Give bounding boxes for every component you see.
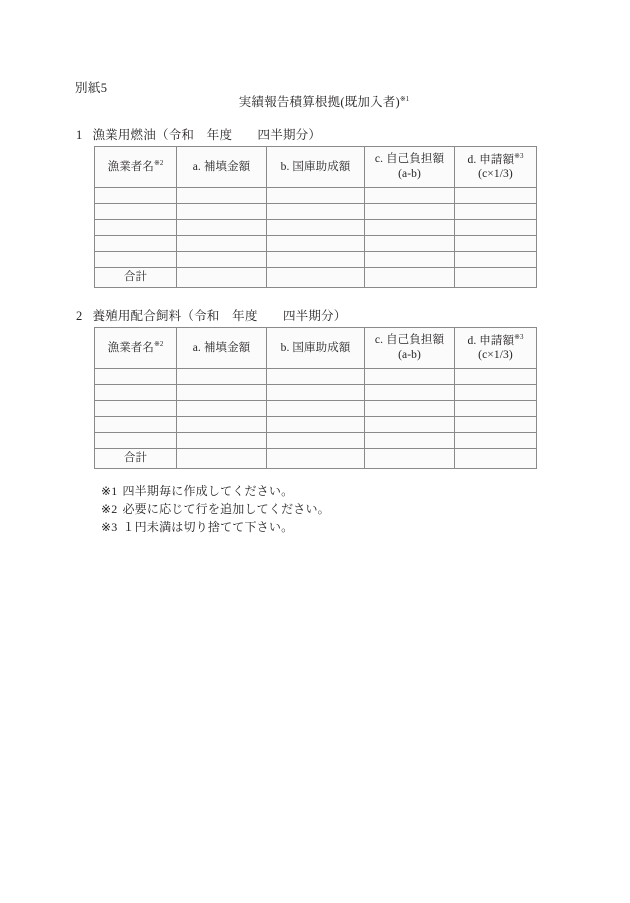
column-header-national-subsidy: b. 国庫助成額 [267,147,365,188]
column-header-fisher-name-text: 漁業者名 [107,161,155,174]
cell-compensation[interactable] [177,204,267,220]
cell-national-subsidy[interactable] [267,236,365,252]
cell-self-burden[interactable] [365,369,455,385]
table-row[interactable] [95,401,537,417]
cell-compensation[interactable] [177,433,267,449]
footnote-2 [101,500,330,518]
cell-self-burden[interactable] [365,417,455,433]
cell-national-subsidy[interactable] [267,220,365,236]
cell-compensation[interactable] [177,220,267,236]
table-row[interactable] [95,252,537,268]
cell-claim-amount[interactable] [455,188,537,204]
cell-claim-amount[interactable] [455,252,537,268]
column-header-claim-amount-mark: ※3 [514,332,524,341]
cell-compensation[interactable] [177,417,267,433]
table-header-row [95,147,537,188]
cell-fisher-name[interactable] [95,220,177,236]
table-row[interactable] [95,369,537,385]
attachment-label: 別紙5 [75,81,108,95]
page-title-text: 実績報告積算根拠(既加入者) [238,95,400,109]
cell-claim-amount[interactable] [455,433,537,449]
cell-fisher-name[interactable] [95,433,177,449]
total-label: 合計 [95,449,177,469]
cell-self-burden[interactable] [365,236,455,252]
total-cell-compensation[interactable] [177,268,267,288]
section-fuel [0,127,630,288]
cell-national-subsidy[interactable] [267,188,365,204]
total-cell-claim-amount[interactable] [455,268,537,288]
cell-fisher-name[interactable] [95,385,177,401]
cell-compensation[interactable] [177,188,267,204]
footnote-3-mark: ※3 [101,520,118,535]
section-2-number: 2 [76,309,83,323]
cell-fisher-name[interactable] [95,369,177,385]
cell-national-subsidy[interactable] [267,417,365,433]
page-title [0,92,630,110]
cell-self-burden[interactable] [365,204,455,220]
cell-fisher-name[interactable] [95,401,177,417]
table-row[interactable] [95,433,537,449]
table-total-row [95,449,537,469]
column-header-fisher-name [95,328,177,369]
column-header-claim-amount-line2: (c×1/3) [478,168,513,181]
cell-compensation[interactable] [177,369,267,385]
column-header-claim-amount [455,328,537,369]
total-cell-compensation[interactable] [177,449,267,469]
column-header-compensation: a. 補填金額 [177,328,267,369]
calc-table-feed [94,327,537,469]
cell-self-burden[interactable] [365,220,455,236]
section-1-number: 1 [76,128,83,142]
cell-self-burden[interactable] [365,401,455,417]
cell-national-subsidy[interactable] [267,385,365,401]
cell-fisher-name[interactable] [95,236,177,252]
total-cell-self-burden[interactable] [365,449,455,469]
cell-self-burden[interactable] [365,188,455,204]
column-header-fisher-name-text: 漁業者名 [107,342,155,355]
calc-table-fuel [94,146,537,288]
table-row[interactable] [95,188,537,204]
cell-compensation[interactable] [177,385,267,401]
cell-claim-amount[interactable] [455,401,537,417]
column-header-self-burden-line1: c. 自己負担額 [374,334,445,347]
column-header-claim-amount-line1: d. 申請額 [467,334,515,347]
total-label: 合計 [95,268,177,288]
total-cell-claim-amount[interactable] [455,449,537,469]
cell-fisher-name[interactable] [95,188,177,204]
footnote-3-text: １円未満は切り捨てて下さい。 [122,520,294,535]
column-header-claim-amount-line1: d. 申請額 [467,153,515,166]
column-header-claim-amount [455,147,537,188]
cell-claim-amount[interactable] [455,236,537,252]
column-header-national-subsidy: b. 国庫助成額 [267,328,365,369]
column-header-compensation: a. 補填金額 [177,147,267,188]
cell-claim-amount[interactable] [455,369,537,385]
cell-claim-amount[interactable] [455,385,537,401]
total-cell-self-burden[interactable] [365,268,455,288]
cell-compensation[interactable] [177,252,267,268]
column-header-self-burden [365,328,455,369]
column-header-self-burden [365,147,455,188]
cell-national-subsidy[interactable] [267,369,365,385]
cell-fisher-name[interactable] [95,204,177,220]
cell-claim-amount[interactable] [455,220,537,236]
footnote-1-mark: ※1 [101,484,118,498]
section-2-heading [0,308,630,327]
table-row[interactable] [95,204,537,220]
table-row[interactable] [95,417,537,433]
column-header-fisher-name-mark: ※2 [154,340,164,349]
table-row[interactable] [95,220,537,236]
column-header-claim-amount-mark: ※3 [514,151,524,160]
table-row[interactable] [95,236,537,252]
footnote-2-text: 必要に応じて行を追加してください。 [122,502,330,517]
cell-national-subsidy[interactable] [267,252,365,268]
total-cell-national-subsidy[interactable] [267,268,365,288]
column-header-self-burden-line1: c. 自己負担額 [374,153,445,166]
footnote-3 [101,518,330,536]
column-header-fisher-name [95,147,177,188]
footnotes [101,482,330,537]
cell-self-burden[interactable] [365,385,455,401]
cell-national-subsidy[interactable] [267,433,365,449]
footnote-2-mark: ※2 [101,502,118,517]
column-header-fisher-name-mark: ※2 [154,159,164,168]
section-1-title: 漁業用燃油（令和 年度 四半期分） [92,128,322,142]
cell-claim-amount[interactable] [455,417,537,433]
footnote-1 [101,482,330,500]
column-header-claim-amount-line2: (c×1/3) [478,349,513,362]
section-1-heading [0,127,630,146]
column-header-self-burden-line2: (a-b) [398,349,421,361]
column-header-self-burden-line2: (a-b) [398,168,421,180]
section-feed [0,308,630,469]
page-title-footnote-mark: ※1 [399,94,410,103]
cell-compensation[interactable] [177,236,267,252]
footnote-1-text: 四半期毎に作成してください。 [122,484,294,498]
cell-fisher-name[interactable] [95,417,177,433]
table-total-row [95,268,537,288]
table-row[interactable] [95,385,537,401]
cell-self-burden[interactable] [365,252,455,268]
cell-national-subsidy[interactable] [267,204,365,220]
cell-fisher-name[interactable] [95,252,177,268]
cell-claim-amount[interactable] [455,204,537,220]
total-cell-national-subsidy[interactable] [267,449,365,469]
table-header-row [95,328,537,369]
cell-self-burden[interactable] [365,433,455,449]
section-2-title: 養殖用配合飼料（令和 年度 四半期分） [92,309,347,323]
cell-national-subsidy[interactable] [267,401,365,417]
cell-compensation[interactable] [177,401,267,417]
